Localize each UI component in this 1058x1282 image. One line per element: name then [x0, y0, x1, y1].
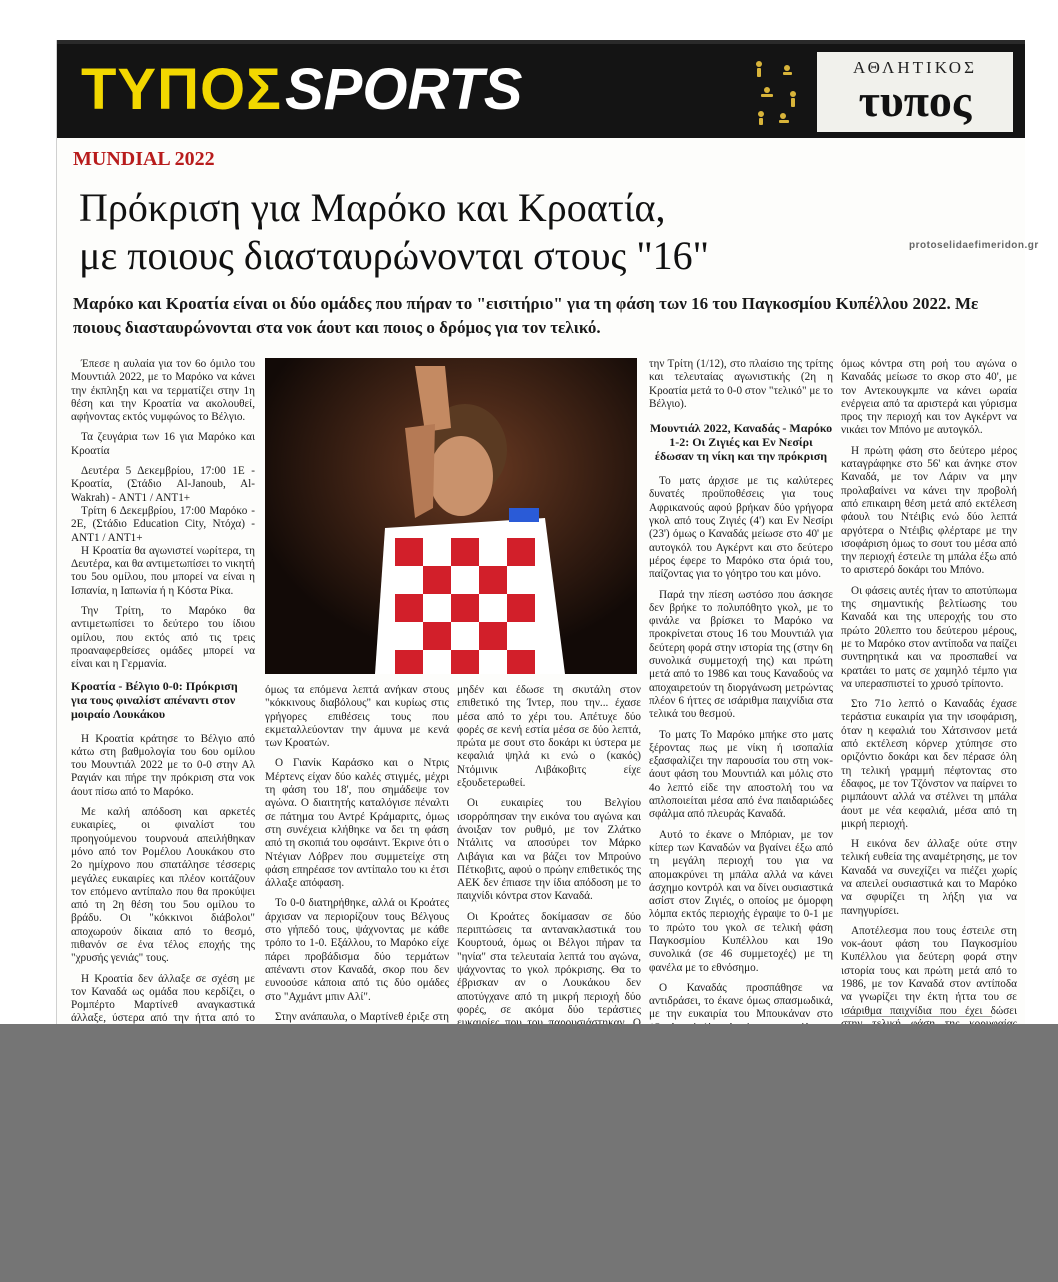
paragraph: Το ματς άρχισε με τις καλύτερες δυνατές προϋποθέσεις για τους Αφρικανούς αφού βρήκαν δύο γρήγορα γκολ από τους Ζιγιές (4') και Εν Νεσίρι (23') όμως ο Καναδάς μείωσε στο 40' με αυτογκόλ του Αγκέρντ και στο δεύτερο μέρος έφερε το Μαρόκο στα όριά του, παίζοντας για το γόητρο του και μόνο.	[649, 475, 833, 581]
paragraph: Ο Γιανίκ Καράσκο και ο Ντρις Μέρτενς είχαν δύο καλές στιγμές, μέχρι τη φάση του 18', που σημάδεψε τον αγώνα. Ο διαιτητής καταλόγισε πέναλτι σε πάτημα του Αντρέ Κράμαριτς, όμως στη συνέχεια κλήθηκε να δει τη φάση από τη σκοπιά του οφσάιντ. Έκρινε ότι ο Ντέγιαν Λόβρεν που συμμετείχε στη φάση επηρέασε τον αντίπαλο του κι έτσι άλλαξε απόφαση.	[265, 757, 449, 890]
paragraph: Η Κροατία θα αγωνιστεί νωρίτερα, τη Δευτέρα, και θα αντιμετωπίσει το νικητή του 5ου ομίλου, που μπορεί να είναι η Ισπανία, η Ιαπωνία ή η Κόστα Ρίκα.	[71, 544, 255, 597]
paragraph: Δευτέρα 5 Δεκεμβρίου, 17:00 1Ε - Κροατία, (Στάδιο Al-Janoub, Al-Wakrah) - ANT1 / ANT1+	[71, 465, 255, 504]
headline	[79, 184, 839, 280]
masthead	[57, 40, 1025, 138]
paragraph: Αποτέλεσμα που τους έστειλε στη νοκ-άουτ φάση του Παγκοσμίου Κυπέλλου για δεύτερη φορά στην ιστορία τους και πρώτη μετά από το 1986, με τον Καναδά στον αντίποδα να γνωρίζει την έκτη ήττα του σε ισάριθμα παιχνίδια που έχει δώσει	[841, 924, 1017, 1017]
brand-sports: SPORTS	[285, 57, 523, 122]
paragraph: Έπεσε η αυλαία για τον 6ο όμιλο του Μουντιάλ 2022, με το Μαρόκο να κάνει την έκπληξη και να τερματίζει στην 1η θέση και την Κροατία να ακολουθεί, αφήνοντας εκτός νυμφώνος το Βέλγιο.	[71, 358, 255, 424]
paragraph: την Τρίτη (1/12), στο πλαίσιο της τρίτης και τελευταίας αγωνιστικής (2η η Κροατία μετά το 0-0 στον "τελικό" με το Βέλγιο).	[649, 358, 833, 410]
column-1	[71, 358, 255, 1024]
lede: Μαρόκο και Κροατία είναι οι δύο ομάδες που πήραν το "εισιτήριο" για τη φάση των 16 του Παγκοσμίου Κυπέλλου 2022. Με ποιους διασταυρώνονται στα νοκ άουτ και ποιος ο δρόμος για τον τελικό.	[73, 294, 979, 337]
source-watermark: protoselidaefimeridon.gr	[909, 240, 1039, 251]
athlitikos-typos-logo	[817, 52, 1013, 132]
paragraph: Το 0-0 διατηρήθηκε, αλλά οι Κροάτες άρχισαν να περιορίζουν τους Βέλγους στο γήπεδό τους, ψάχνοντας με κάθε τρόπο το 1-0. Εξάλλου, το Μαρόκο είχε πάρει προβάδισμα δύο τερμάτων απέναντι στον Καναδά, σκορ που δεν ευνοούσε κάποια από τις δύο ομάδες στο "Αχμάντ μπιν Αλί".	[265, 897, 449, 1003]
paragraph: μηδέν και έδωσε τη σκυτάλη στον επιθετικό της Ίντερ, που την... έχασε μέσα από το χέρι του. Απέτυχε δύο φορές σε κενή εστία μέσα σε δύο λεπτά, πρώτα με σουτ στο δοκάρι κι ύστερα με κεφαλιά ψηλά κι ενώ ο (κακός) Ντόμινικ Λιβάκοβιτς είχε εξουδετερωθεί.	[457, 684, 641, 790]
paragraph: Στην ανάπαυλα, ο Μαρτίνεθ έριξε στη	[275, 1010, 449, 1023]
sport-pictograms-icon	[747, 56, 807, 126]
paragraph: Η πρώτη φάση στο δεύτερο μέρος καταγράφηκε στο 56' και άνηκε στον Καναδά, με τον Λάριν να μην προλαβαίνει να κάνει την προβολή από επικαιρη θέση μετά από εκτέλεση φάουλ του Ντέιβις ενώ δύο λεπτά αργότερα ο Ντέιβις φλέρταρε με την ισοφάριση όμως το σουτ του μέσα από την περιοχή έστειλε τη μπάλα έξω από το αριστερό δοκάρι του Μπόνο.	[841, 444, 1017, 577]
paragraph: Οι φάσεις αυτές ήταν το αποτύπωμα της σημαντικής βελτίωσης του Καναδά και της υπεροχής του στο πρώτο 20λεπτο του δεύτερου μέρους, με το Μαρόκο στον αντίποδα να παίζει συντηρητικά και να προσπαθεί να κρατάει το ματς σε χαμηλό τέμπο για να υπερασπιστεί το χρυσό τρίποντο.	[841, 584, 1017, 690]
scan-bottom-band	[0, 1024, 1058, 1282]
subheading: Κροατία - Βέλγιο 0-0: Πρόκριση για τους φιναλίστ απέναντι στον μοιραίο Λουκάκου	[71, 678, 238, 721]
player-applauding-image	[265, 358, 637, 674]
paragraph: Στο 71ο λεπτό ο Καναδάς έχασε τεράστια ευκαιρία για την ισοφάριση, όταν η κεφαλιά του Χάτσινσον μετά από εκτέλεση κόρνερ χτύπησε στο οριζόντιο δοκάρι και δεν πέρασε όλη τη τελική γραμμή πέφτοντας στο έδαφος, με τον Τζόνστον να παίρνει το ριμπάουντ αλλά να στέλνει τη μπάλα άουτ με νέα κεφαλιά, μέσα από τη μικρή περιοχή.	[841, 698, 1017, 830]
paragraph: Η Κροατία κράτησε το Βέλγιο από κάτω στη βαθμολογία του 6ου ομίλου του Μουντιάλ 2022 με το 0-0 στην Αλ Ραγιάν και πήρε την πρόκριση στα νοκ άουτ πίσω από το Μαρόκο.	[71, 732, 255, 798]
subheading: Μουντιάλ 2022, Καναδάς - Μαρόκο 1-2: Οι Ζιγιές και Εν Νεσίρι έδωσαν τη νίκη και την πρόκριση	[649, 421, 833, 464]
section-label: MUNDIAL 2022	[73, 148, 215, 170]
logo-big-text: τυπος	[858, 75, 972, 126]
newspaper-page	[56, 40, 1039, 1025]
paragraph: Παρά την πίεση ωστόσο που άσκησε δεν βρήκε το πολυπόθητο γκολ, με το φινάλε να βρίσκει το Μαρόκο να προκρίνεται στους 16 του Μουντιάλ για δεύτερη φορά στην ιστορία της (στην 6η συνολικά συμμετοχή της) και πρώτη μετά από το 1986 και τους Καναδούς να αποχαιρετούν τη διοργάνωση μετρώντας πλέον 6 ήττες σε ισάριθμα παιχνίδια στα τελικά του θεσμού.	[649, 588, 833, 721]
column-3	[457, 684, 641, 1024]
paragraph: Οι Κροάτες δοκίμασαν σε δύο περιπτώσεις τα αντανακλαστικά του Κουρτουά, όμως οι Βέλγοι πήραν τα "ηνία" στα τελευταία λεπτά του αγώνα, ψάχνοντας το γκολ πρόκρισης. Θα το έβρισκαν αν ο Λουκάκου δεν αποτύγχανε από τη μικρή περιοχή δύο φορές, σε ακόμα δύο τεράστιες	[457, 910, 641, 1016]
paragraph: Τρίτη 6 Δεκεμβρίου, 17:00 Μαρόκο - 2Ε, (Στάδιο Education City, Ντόχα) - ANT1 / ANT1+	[71, 504, 255, 544]
paragraph: Τα ζευγάρια των 16 για Μαρόκο και Κροατία	[71, 431, 255, 457]
column-2	[265, 684, 449, 1024]
column-4	[649, 358, 833, 1024]
paragraph: Οι ευκαιρίες του Βελγίου ισορρόπησαν την εικόνα του αγώνα και άνοιξαν τον ρυθμό, με τον Ζλάτκο Ντάλιτς να αποσύρει τον Μάρκο Λιβάγια και να βάζει τον Μπρούνο Πέτκοβιτς, αφού ο πρώην επιθετικός της ΑΕΚ δεν έπιασε την ίδια απόδοση με το παιχνίδι κόντρα στον Καναδά.	[457, 797, 641, 903]
paragraph: Την Τρίτη, το Μαρόκο θα αντιμετωπίσει το δεύτερο του ίδιου ομίλου, που εκτός από τις τρεις προαναφερθείσες ομάδες μπορεί να είναι και η Γερμανία.	[71, 605, 255, 671]
paragraph: Με καλή απόδοση και αρκετές ευκαιρίες, οι φιναλίστ του προηγούμενου τουρνουά απειλήθηκαν μόνο από τον Ρομέλου Λουκάκου στο 2ο ημίχρονο που σπατάλησε τέσσερις μεγάλες ευκαιρίες και πλέον κοιτάζουν τον επόμενο αντίπαλο που θα προκύψει από τη 2η θέση του 5ου ομίλου το βράδυ. Οι "κόκκινοι διάβολοι" αποχωρούν δίκαια από το θεσμό, πιθανόν σε ένα τέλος εποχής της "χρυσής γενιάς" τους.	[71, 806, 255, 965]
paragraph: όμως κόντρα στη ροή του αγώνα ο Καναδάς μείωσε το σκορ στο 40', με τον Αντεκουγκμπε να κάνει ωραία ενέργεια από τα αριστερά και γύρισμα προς την περιοχή και τον Αγκέρντ να νικάει τον Μπόνο με αυτογκόλ.	[841, 358, 1017, 437]
paragraph: Η εικόνα δεν άλλαξε ούτε στην τελική ευθεία της αναμέτρησης, με τον Καναδά να συνεχίζει να πιέζει χωρίς να απειλεί ουσιαστικά και το Μαρόκο να σφυρίζει τη λήξη για να πανηγυρίσει.	[841, 838, 1017, 917]
column-5	[841, 358, 1017, 1024]
player-photo	[265, 358, 637, 674]
headline-line-1: Πρόκριση για Μαρόκο και Κροατία,	[79, 185, 666, 230]
paragraph: Αυτό το έκανε ο Μπόριαν, με τον κίπερ των Καναδών να βγαίνει έξω από τη μεγάλη περιοχή του για να απομακρύνει τη μπάλα αλλά να κάνει άσχημο κοντρόλ και να δίνει ουσιαστικά ασίστ στον Ζιγιές, ο οποίος με όμορφη λόμπα εκτός περιοχής έγραψε το 0-1 με το πρώτο του γκολ σε τελική φάση Παγκοσμίου Κυπέλλου και 19ο συνολικά (σε 46 συμμετοχές) με τη φανέλα με το εθνόσημο.	[649, 828, 833, 974]
logo-small-text: ΑΘΛΗΤΙΚΟΣ	[853, 58, 977, 77]
brand-typos: ΤΥΠΟΣ	[81, 57, 282, 122]
paragraph: Ο Καναδάς προσπάθησε να αντιδράσει, το έκανε όμως σπασμωδικά, με την ευκαιρία του Μπουκάναν στο	[649, 981, 833, 1021]
headline-line-2: με ποιους διασταυρώνονται στους "16"	[79, 233, 709, 278]
paragraph: Η Κροατία δεν άλλαξε σε σχέση με τον Καναδά ως ομάδα που κερδίζει, ο Ρομπέρτο Μαρτίνεθ αναγκαστικά άλλαξε, ύστερα από την ήττα από το	[71, 972, 255, 1025]
paragraph: Το ματς Το Μαρόκο μπήκε στο ματς ξέροντας πως με νίκη ή ισοπαλία εξασφαλίζει την παρουσία του στη νοκ-άουτ φάση του Μουντιάλ και μόλις στο 4ο λεπτό είδε την αποστολή του να απλοποιείται μέσα από ένα παιδαριώδες σφάλμα από πλευράς Καναδά.	[649, 728, 833, 821]
paragraph: όμως τα επόμενα λεπτά ανήκαν στους "κόκκινους διαβόλους" και κυρίως στις γρήγορες επιθέσεις τους που εκμεταλλεύονταν την άμυνα με κενά των Κροατών.	[265, 684, 449, 750]
